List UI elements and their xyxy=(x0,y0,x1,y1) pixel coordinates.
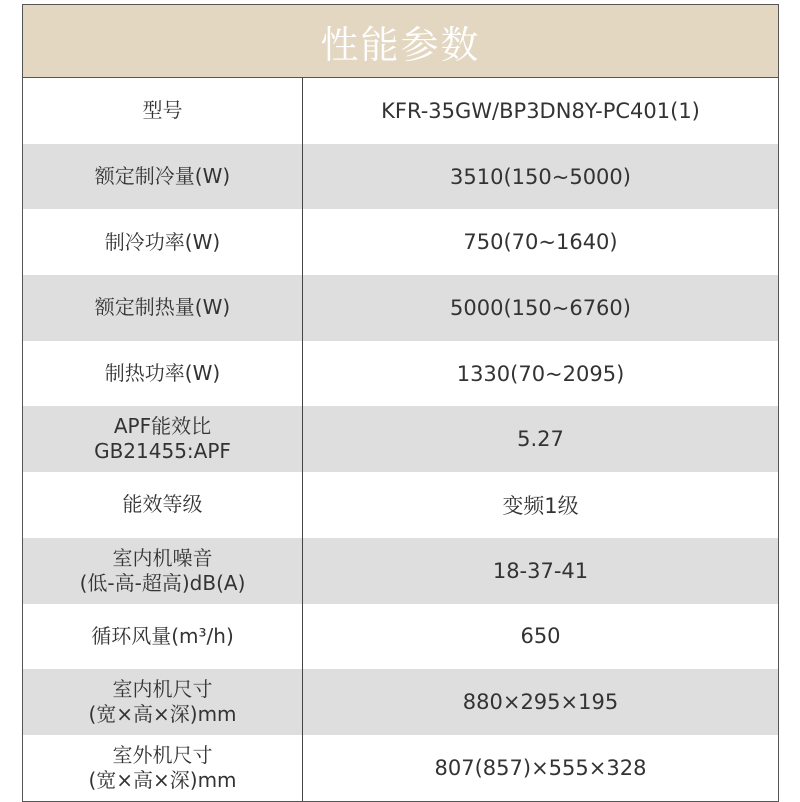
table-body xyxy=(23,78,778,801)
spec-label-line: 型号 xyxy=(142,98,183,123)
table-row xyxy=(23,604,778,670)
spec-value: KFR-35GW/BP3DN8Y-PC401(1) xyxy=(381,98,700,123)
spec-table xyxy=(22,4,779,802)
table-row xyxy=(23,406,778,472)
spec-label-line: 室内机尺寸 xyxy=(112,677,213,702)
table-row xyxy=(23,735,778,801)
table-row xyxy=(23,275,778,341)
spec-label xyxy=(23,144,303,210)
spec-label xyxy=(23,78,303,144)
spec-label xyxy=(23,341,303,407)
spec-label xyxy=(23,209,303,275)
spec-label-line: 能效等级 xyxy=(122,492,203,517)
spec-value: 1330(70~2095) xyxy=(456,361,625,386)
spec-label xyxy=(23,472,303,538)
table-row xyxy=(23,144,778,210)
spec-label-line: 制热功率(W) xyxy=(104,361,221,386)
spec-label-line: 室外机尺寸 xyxy=(112,742,213,767)
spec-label xyxy=(23,669,303,735)
table-row xyxy=(23,78,778,144)
table-row xyxy=(23,472,778,538)
spec-label xyxy=(23,275,303,341)
spec-value: 807(857)×555×328 xyxy=(434,755,647,780)
spec-label-line: (宽×高×深)mm xyxy=(88,767,237,792)
spec-label-line: (宽×高×深)mm xyxy=(88,702,237,727)
table-row xyxy=(23,669,778,735)
spec-label-line: 额定制热量(W) xyxy=(94,295,231,320)
spec-value: 变频1级 xyxy=(502,493,579,518)
spec-label-line: GB21455:APF xyxy=(94,439,231,464)
table-row xyxy=(23,209,778,275)
table-row xyxy=(23,538,778,604)
spec-value: 650 xyxy=(520,624,561,649)
table-row xyxy=(23,341,778,407)
spec-label-line: 室内机噪音 xyxy=(112,545,213,570)
spec-value: 18-37-41 xyxy=(492,558,589,583)
spec-label xyxy=(23,406,303,472)
spec-label xyxy=(23,538,303,604)
spec-label-line: 制冷功率(W) xyxy=(104,229,221,254)
spec-label-line: 额定制冷量(W) xyxy=(94,164,231,189)
spec-label xyxy=(23,604,303,670)
spec-value: 5000(150~6760) xyxy=(450,295,631,320)
spec-label-line: APF能效比 xyxy=(113,414,212,439)
spec-value: 750(70~1640) xyxy=(463,230,618,255)
spec-label-line: 循环风量(m³/h) xyxy=(91,623,234,648)
spec-label-line: (低-高-超高)dB(A) xyxy=(79,570,246,595)
table-title: 性能参数 xyxy=(23,5,778,78)
spec-value: 5.27 xyxy=(517,427,564,452)
spec-label xyxy=(23,735,303,801)
spec-value: 880×295×195 xyxy=(462,690,619,715)
spec-value: 3510(150~5000) xyxy=(450,164,631,189)
